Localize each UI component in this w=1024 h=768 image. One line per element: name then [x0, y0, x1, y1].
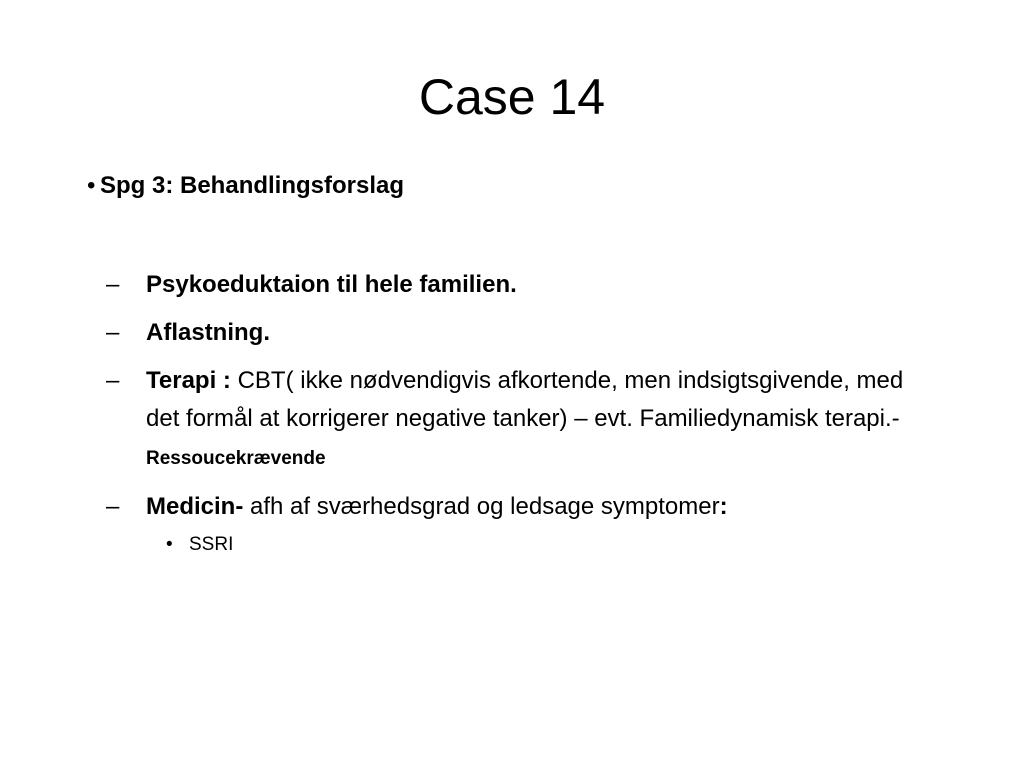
question-label: Spg 3: Behandlingsforslag — [100, 172, 405, 199]
item-bold-text: Medicin- — [146, 493, 244, 520]
item-text: CBT( ikke nødvendigvis afkortende, men indsigtsgivende, med det formål at korrigerer negative tanker) – evt. Familiedynamisk terapi.- — [146, 367, 904, 432]
dash-marker: – — [106, 367, 120, 394]
item-text: afh af sværhedsgrad og ledsage symptomer — [243, 493, 720, 520]
sub-item-ssri — [106, 532, 926, 558]
list-item-psykoedukation — [106, 266, 926, 304]
list-item-medicin — [106, 488, 926, 526]
treatment-list — [106, 266, 926, 558]
slide-title: Case 14 — [418, 69, 606, 125]
sub-item-text: SSRI — [189, 534, 234, 555]
item-bold-text: Aflastning. — [146, 319, 270, 346]
dash-marker: – — [106, 319, 120, 346]
dash-marker: – — [106, 271, 120, 298]
bullet-dot: • — [87, 172, 96, 199]
list-item-aflastning — [106, 314, 926, 352]
item-bold-text: Terapi : — [146, 367, 231, 394]
item-small-bold-text: Ressoucekrævende — [146, 448, 326, 469]
bullet-dot: • — [166, 534, 173, 555]
dash-marker: – — [106, 493, 120, 520]
item-trailing-bold: : — [719, 493, 728, 520]
list-item-terapi — [106, 362, 926, 478]
item-bold-text: Psykoeduktaion til hele familien. — [146, 271, 517, 298]
